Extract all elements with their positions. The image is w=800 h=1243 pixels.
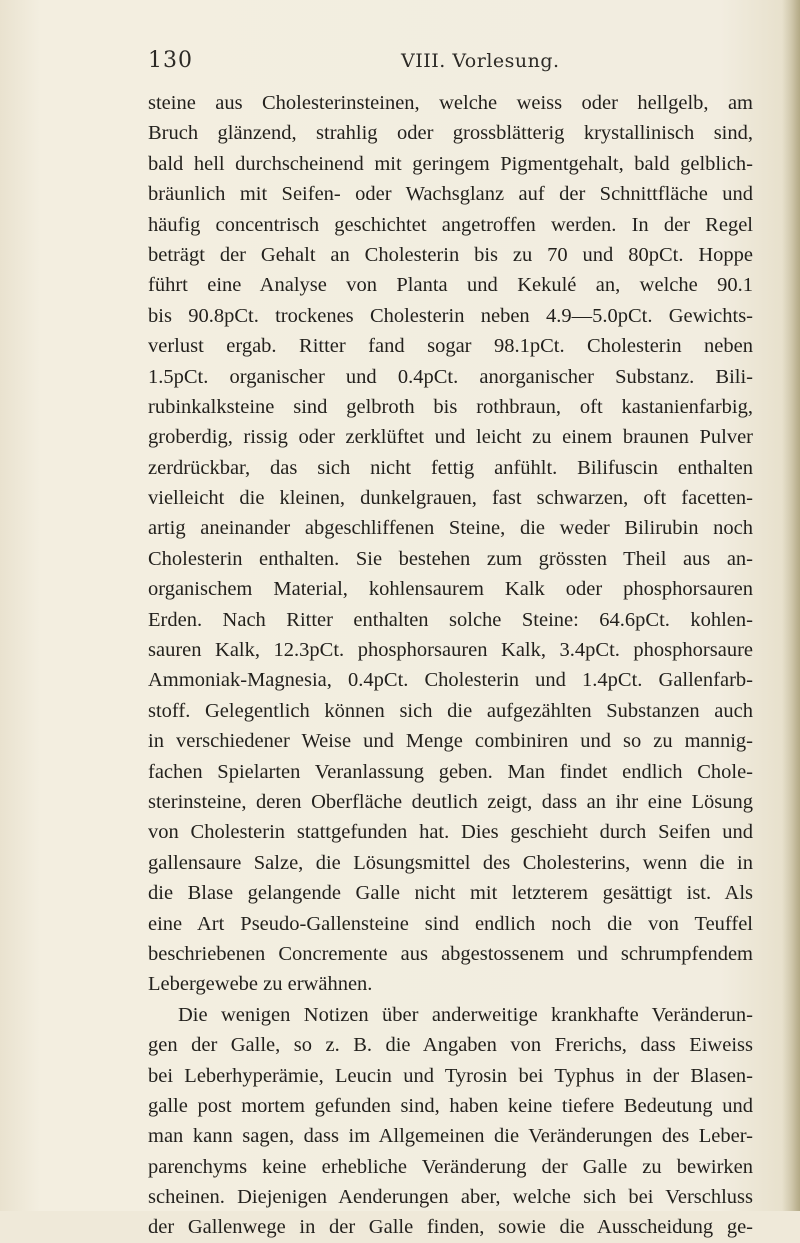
text-line: der Gallenwege in der Galle finden, sowie die Ausscheidung ge- [148, 1216, 753, 1239]
text-line: artig aneinander abgeschliffenen Steine, die weder Bilirubin noch [148, 517, 753, 540]
text-line: organischem Material, kohlensaurem Kalk oder phosphorsauren [148, 578, 753, 601]
text-line: bei Leberhyperämie, Leucin und Tyrosin bei Typhus in der Blasen- [148, 1064, 753, 1087]
text-line: zerdrückbar, das sich nicht fettig anfühlt. Bilifuscin enthalten [148, 456, 753, 479]
text-line: gen der Galle, so z. B. die Angaben von Frerichs, dass Eiweiss [148, 1034, 753, 1057]
text-line: sterinsteine, deren Oberfläche deutlich zeigt, dass an ihr eine Lösung [148, 790, 753, 813]
text-line: in verschiedener Weise und Menge combiniren und so zu mannig- [148, 730, 753, 753]
text-line: beschriebenen Concremente aus abgestossenem und schrumpfendem [148, 942, 753, 965]
text-line: Erden. Nach Ritter enthalten solche Steine: 64.6pCt. kohlen- [148, 608, 753, 631]
text-line: bald hell durchscheinend mit geringem Pigmentgehalt, bald gelblich- [148, 152, 753, 175]
text-line: Ammoniak-Magnesia, 0.4pCt. Cholesterin und 1.4pCt. Gallenfarb- [148, 669, 753, 692]
text-line: fachen Spielarten Veranlassung geben. Man findet endlich Chole- [148, 760, 753, 783]
text-line: die Blase gelangende Galle nicht mit letzterem gesättigt ist. Als [148, 882, 753, 905]
paragraph-start-line: Die wenigen Notizen über anderweitige krankhafte Veränderun- [178, 1003, 753, 1026]
text-line: rubinkalksteine sind gelbroth bis rothbraun, oft kastanienfarbig, [148, 395, 753, 418]
text-line: gallensaure Salze, die Lösungsmittel des Cholesterins, wenn die in [148, 851, 753, 874]
running-head: VIII. Vorlesung. [401, 50, 560, 72]
text-line: scheinen. Diejenigen Aenderungen aber, welche sich bei Verschluss [148, 1186, 753, 1209]
text-line: steine aus Cholesterinsteinen, welche weiss oder hellgelb, am [148, 92, 753, 114]
text-line: eine Art Pseudo-Gallensteine sind endlich noch die von Teuffel [148, 912, 753, 935]
body-text [148, 88, 753, 1243]
text-line: Cholesterin enthalten. Sie bestehen zum grössten Theil aus an- [148, 547, 753, 570]
text-line: bräunlich mit Seifen- oder Wachsglanz auf der Schnittfläche und [148, 183, 753, 206]
text-line: groberdig, rissig oder zerklüftet und leicht zu einem braunen Pulver [148, 426, 753, 449]
text-line: häufig concentrisch geschichtet angetroffen werden. In der Regel [148, 213, 753, 236]
page-number: 130 [148, 48, 193, 73]
text-line: verlust ergab. Ritter fand sogar 98.1pCt. Cholesterin neben [148, 335, 753, 358]
text-line: sauren Kalk, 12.3pCt. phosphorsauren Kalk, 3.4pCt. phosphorsaure [148, 639, 753, 662]
text-line: Bruch glänzend, strahlig oder grossblätterig krystallinisch sind, [148, 122, 753, 145]
page-edge-shadow [782, 0, 800, 1211]
text-line: vielleicht die kleinen, dunkelgrauen, fast schwarzen, oft facetten- [148, 487, 753, 510]
text-line: beträgt der Gehalt an Cholesterin bis zu 70 und 80pCt. Hoppe [148, 243, 753, 266]
text-line: galle post mortem gefunden sind, haben keine tiefere Bedeutung und [148, 1094, 753, 1117]
page-header [148, 38, 748, 78]
text-line: bis 90.8pCt. trockenes Cholesterin neben 4.9—5.0pCt. Gewichts- [148, 304, 753, 327]
text-line: man kann sagen, dass im Allgemeinen die Veränderungen des Leber- [148, 1125, 753, 1148]
text-line: 1.5pCt. organischer und 0.4pCt. anorganischer Substanz. Bili- [148, 365, 753, 388]
paragraph-end-line: Lebergewebe zu erwähnen. [148, 973, 373, 996]
text-line: führt eine Analyse von Planta und Kekulé an, welche 90.1 [148, 274, 753, 297]
text-line: stoff. Gelegentlich können sich die aufgezählten Substanzen auch [148, 699, 753, 722]
text-line: von Cholesterin stattgefunden hat. Dies geschieht durch Seifen und [148, 821, 753, 844]
text-line: parenchyms keine erhebliche Veränderung der Galle zu bewirken [148, 1155, 753, 1178]
